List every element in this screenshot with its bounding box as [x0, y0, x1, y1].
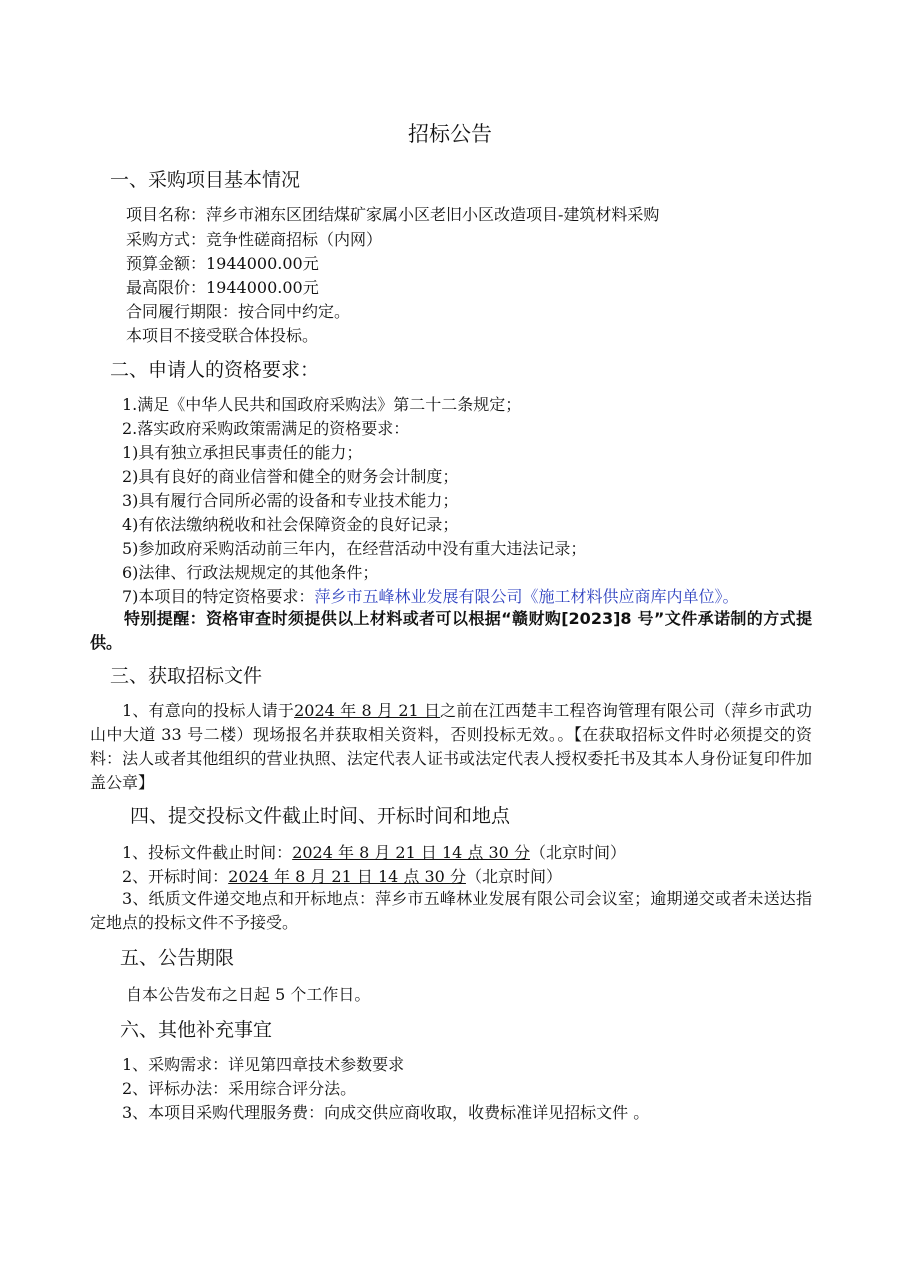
qualification-line: 2)具有良好的商业信誉和健全的财务会计制度； — [122, 467, 459, 486]
obtain-prefix: 1、有意向的投标人请于 — [122, 701, 295, 720]
bid-deadline-line — [122, 841, 626, 865]
consortium-line: 本项目不接受联合体投标。 — [126, 326, 319, 345]
supplement-line: 3、本项目采购代理服务费：向成交供应商收取，收费标准详见招标文件 。 — [122, 1103, 650, 1122]
section2-heading: 二、申请人的资格要求： — [110, 359, 320, 381]
opening-time-date: 2024 年 8 月 21 日 14 点 30 分 — [228, 867, 466, 886]
submission-location-paragraph: 3、纸质文件递交地点和开标地点：萍乡市五峰林业发展有限公司会议室；逾期递交或者未送达指定地点的投标文件不予接受。 — [90, 889, 812, 932]
obtain-deadline-date: 2024 年 8 月 21 日 — [294, 701, 441, 720]
bid-deadline-label: 1、投标文件截止时间： — [122, 843, 293, 862]
special-reminder: 特别提醒：资格审查时须提供以上材料或者可以根据“赣财购[2023]8 号”文件承诺制的方式提供。 — [90, 609, 812, 652]
opening-time-suffix: （北京时间） — [465, 867, 562, 886]
procurement-method-line: 采购方式：竞争性磋商招标（内网） — [126, 230, 383, 249]
qualification-line: 5)参加政府采购活动前三年内，在经营活动中没有重大违法记录； — [122, 539, 587, 558]
section5-heading: 五、公告期限 — [120, 947, 235, 969]
section1-heading: 一、采购项目基本情况 — [110, 169, 301, 191]
page-title: 招标公告 — [408, 122, 492, 146]
opening-time-line — [122, 865, 562, 889]
qualification-line: 1)具有独立承担民事责任的能力； — [122, 443, 363, 462]
qualification-line: 6)法律、行政法规规定的其他条件； — [122, 563, 379, 582]
obtain-documents-paragraph — [90, 699, 812, 795]
section3-heading: 三、获取招标文件 — [110, 665, 263, 687]
project-name-line: 项目名称：萍乡市湘东区团结煤矿家属小区老旧小区改造项目-建筑材料采购 — [126, 205, 660, 224]
section6-heading: 六、其他补充事宜 — [120, 1019, 273, 1041]
special-qualification-line — [122, 585, 738, 609]
supplement-line: 2、评标办法：采用综合评分法。 — [122, 1079, 357, 1098]
special-qualification-label: 7)本项目的特定资格要求： — [122, 587, 315, 606]
opening-time-label: 2、开标时间： — [122, 867, 229, 886]
qualification-line: 2.落实政府采购政策需满足的资格要求： — [122, 419, 410, 438]
qualification-line: 4)有依法缴纳税收和社会保障资金的良好记录； — [122, 515, 459, 534]
special-qualification-highlight: 萍乡市五峰林业发展有限公司《施工材料供应商库内单位》。 — [314, 587, 739, 606]
notice-period-line: 自本公告发布之日起 5 个工作日。 — [126, 985, 371, 1004]
section4-heading: 四、提交投标文件截止时间、开标时间和地点 — [130, 805, 511, 827]
max-price-line: 最高限价：1944000.00元 — [126, 278, 319, 297]
budget-line: 预算金额：1944000.00元 — [126, 254, 319, 273]
contract-period-line: 合同履行期限：按合同中约定。 — [126, 302, 351, 321]
supplement-line: 1、采购需求：详见第四章技术参数要求 — [122, 1055, 405, 1074]
obtain-rest: 之前在江西楚丰工程咨询管理有限公司（萍乡市武功山中大道 33 号二楼）现场报名并获取相关资料，否则投标无效。。【在获取招标文件时必须提交的资料：法人或者其他组织的营业执照、法定代表人证书或法定代表人授权委托书及其本人身份证复印件加盖公章】 — [90, 701, 812, 792]
qualification-line: 3)具有履行合同所必需的设备和专业技术能力； — [122, 491, 459, 510]
bid-deadline-date: 2024 年 8 月 21 日 14 点 30 分 — [292, 843, 530, 862]
bid-deadline-suffix: （北京时间） — [529, 843, 626, 862]
qualification-line: 1.满足《中华人民共和国政府采购法》第二十二条规定； — [122, 395, 522, 414]
